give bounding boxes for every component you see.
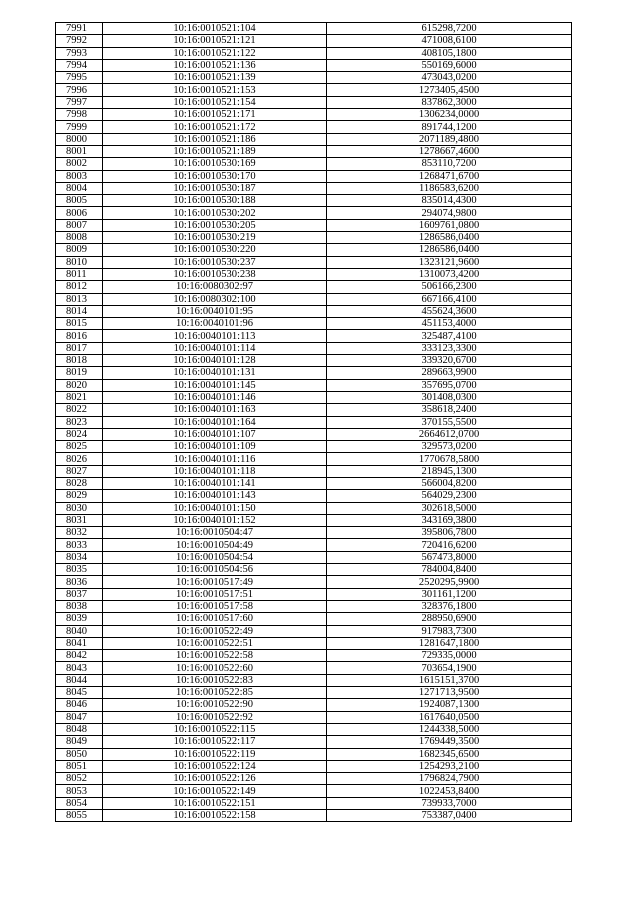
- cadastral-number-cell: 10:16:0010522:126: [103, 773, 327, 785]
- cadastral-value-cell: 567473,8000: [327, 551, 572, 563]
- cadastral-value-cell: 370155,5500: [327, 416, 572, 428]
- cadastral-value-cell: 1286586,0400: [327, 232, 572, 244]
- cadastral-value-cell: 566004,8200: [327, 477, 572, 489]
- cadastral-number-cell: 10:16:0040101:128: [103, 355, 327, 367]
- table-row: [56, 342, 572, 354]
- row-number-cell: 8049: [56, 736, 103, 748]
- table-row: [56, 404, 572, 416]
- cadastral-number-cell: 10:16:0010504:47: [103, 527, 327, 539]
- cadastral-value-cell: 301408,0300: [327, 391, 572, 403]
- cadastral-number-cell: 10:16:0010517:60: [103, 613, 327, 625]
- cadastral-value-cell: 1281647,1800: [327, 637, 572, 649]
- cadastral-number-cell: 10:16:0010530:237: [103, 256, 327, 268]
- table-row: [56, 527, 572, 539]
- table-row: [56, 379, 572, 391]
- row-number-cell: 8050: [56, 748, 103, 760]
- row-number-cell: 8003: [56, 170, 103, 182]
- cadastral-number-cell: 10:16:0010521:139: [103, 72, 327, 84]
- cadastral-number-cell: 10:16:0040101:163: [103, 404, 327, 416]
- row-number-cell: 8044: [56, 674, 103, 686]
- row-number-cell: 8009: [56, 244, 103, 256]
- cadastral-value-cell: 1617640,0500: [327, 711, 572, 723]
- cadastral-value-cell: 615298,7200: [327, 23, 572, 35]
- cadastral-value-cell: 891744,1200: [327, 121, 572, 133]
- row-number-cell: 8015: [56, 318, 103, 330]
- table-row: [56, 182, 572, 194]
- table-row: [56, 293, 572, 305]
- row-number-cell: 8010: [56, 256, 103, 268]
- row-number-cell: 7999: [56, 121, 103, 133]
- row-number-cell: 8041: [56, 637, 103, 649]
- cadastral-value-cell: 329573,0200: [327, 441, 572, 453]
- cadastral-value-cell: 1278667,4600: [327, 145, 572, 157]
- cadastral-number-cell: 10:16:0010522:58: [103, 650, 327, 662]
- table-row: [56, 72, 572, 84]
- cadastral-number-cell: 10:16:0010504:49: [103, 539, 327, 551]
- row-number-cell: 8023: [56, 416, 103, 428]
- cadastral-number-cell: 10:16:0010522:49: [103, 625, 327, 637]
- table-row: [56, 748, 572, 760]
- row-number-cell: 8001: [56, 145, 103, 157]
- table-row: [56, 84, 572, 96]
- cadastral-value-cell: 2664612,0700: [327, 428, 572, 440]
- cadastral-number-cell: 10:16:0040101:131: [103, 367, 327, 379]
- table-row: [56, 23, 572, 35]
- cadastral-number-cell: 10:16:0080302:100: [103, 293, 327, 305]
- cadastral-number-cell: 10:16:0010530:238: [103, 268, 327, 280]
- cadastral-number-cell: 10:16:0040101:141: [103, 477, 327, 489]
- cadastral-number-cell: 10:16:0010522:117: [103, 736, 327, 748]
- cadastral-number-cell: 10:16:0010522:90: [103, 699, 327, 711]
- row-number-cell: 8030: [56, 502, 103, 514]
- cadastral-number-cell: 10:16:0010521:136: [103, 59, 327, 71]
- row-number-cell: 8013: [56, 293, 103, 305]
- table-row: [56, 674, 572, 686]
- row-number-cell: 8034: [56, 551, 103, 563]
- cadastral-number-cell: 10:16:0010522:151: [103, 797, 327, 809]
- cadastral-number-cell: 10:16:0010521:189: [103, 145, 327, 157]
- table-row: [56, 256, 572, 268]
- cadastral-value-cell: 1770678,5800: [327, 453, 572, 465]
- cadastral-value-cell: 301161,1200: [327, 588, 572, 600]
- row-number-cell: 8020: [56, 379, 103, 391]
- cadastral-value-cell: 343169,3800: [327, 514, 572, 526]
- cadastral-number-cell: 10:16:0010530:170: [103, 170, 327, 182]
- row-number-cell: 7998: [56, 109, 103, 121]
- row-number-cell: 8036: [56, 576, 103, 588]
- table-row: [56, 613, 572, 625]
- cadastral-number-cell: 10:16:0040101:146: [103, 391, 327, 403]
- table-row: [56, 465, 572, 477]
- cadastral-number-cell: 10:16:0010522:83: [103, 674, 327, 686]
- table-row: [56, 625, 572, 637]
- cadastral-number-cell: 10:16:0010517:51: [103, 588, 327, 600]
- cadastral-value-cell: 667166,4100: [327, 293, 572, 305]
- cadastral-value-cell: 339320,6700: [327, 355, 572, 367]
- cadastral-value-cell: 451153,4000: [327, 318, 572, 330]
- cadastral-value-cell: 1769449,3500: [327, 736, 572, 748]
- cadastral-number-cell: 10:16:0010530:220: [103, 244, 327, 256]
- table-row: [56, 773, 572, 785]
- cadastral-value-cell: 288950,6900: [327, 613, 572, 625]
- table-row: [56, 145, 572, 157]
- table-row: [56, 723, 572, 735]
- cadastral-number-cell: 10:16:0040101:152: [103, 514, 327, 526]
- row-number-cell: 8007: [56, 219, 103, 231]
- table-row: [56, 760, 572, 772]
- cadastral-value-cell: 294074,9800: [327, 207, 572, 219]
- cadastral-number-cell: 10:16:0010522:60: [103, 662, 327, 674]
- cadastral-number-cell: 10:16:0040101:143: [103, 490, 327, 502]
- row-number-cell: 8031: [56, 514, 103, 526]
- cadastral-value-cell: 1273405,4500: [327, 84, 572, 96]
- cadastral-number-cell: 10:16:0010521:172: [103, 121, 327, 133]
- table-row: [56, 355, 572, 367]
- cadastral-value-cell: 2071189,4800: [327, 133, 572, 145]
- row-number-cell: 8005: [56, 195, 103, 207]
- cadastral-value-cell: 853110,7200: [327, 158, 572, 170]
- table-row: [56, 428, 572, 440]
- row-number-cell: 8011: [56, 268, 103, 280]
- row-number-cell: 7997: [56, 96, 103, 108]
- row-number-cell: 7993: [56, 47, 103, 59]
- table-row: [56, 539, 572, 551]
- cadastral-value-cell: 395806,7800: [327, 527, 572, 539]
- row-number-cell: 8028: [56, 477, 103, 489]
- table-row: [56, 133, 572, 145]
- table-row: [56, 588, 572, 600]
- row-number-cell: 8051: [56, 760, 103, 772]
- table-row: [56, 109, 572, 121]
- cadastral-value-cell: 1306234,0000: [327, 109, 572, 121]
- cadastral-number-cell: 10:16:0040101:145: [103, 379, 327, 391]
- cadastral-number-cell: 10:16:0010517:49: [103, 576, 327, 588]
- cadastral-value-cell: 784004,8400: [327, 564, 572, 576]
- cadastral-number-cell: 10:16:0010521:153: [103, 84, 327, 96]
- cadastral-value-cell: 357695,0700: [327, 379, 572, 391]
- row-number-cell: 8029: [56, 490, 103, 502]
- table-row: [56, 551, 572, 563]
- row-number-cell: 8047: [56, 711, 103, 723]
- table-row: [56, 121, 572, 133]
- row-number-cell: 8040: [56, 625, 103, 637]
- cadastral-number-cell: 10:16:0010530:205: [103, 219, 327, 231]
- table-row: [56, 441, 572, 453]
- row-number-cell: 8038: [56, 600, 103, 612]
- table-row: [56, 170, 572, 182]
- row-number-cell: 8035: [56, 564, 103, 576]
- row-number-cell: 8043: [56, 662, 103, 674]
- cadastral-number-cell: 10:16:0040101:150: [103, 502, 327, 514]
- row-number-cell: 8004: [56, 182, 103, 194]
- table-row: [56, 650, 572, 662]
- cadastral-value-cell: 1271713,9500: [327, 687, 572, 699]
- cadastral-value-cell: 564029,2300: [327, 490, 572, 502]
- row-number-cell: 8053: [56, 785, 103, 797]
- cadastral-number-cell: 10:16:0040101:116: [103, 453, 327, 465]
- row-number-cell: 8016: [56, 330, 103, 342]
- cadastral-number-cell: 10:16:0040101:164: [103, 416, 327, 428]
- table-row: [56, 502, 572, 514]
- row-number-cell: 8021: [56, 391, 103, 403]
- row-number-cell: 8017: [56, 342, 103, 354]
- row-number-cell: 8022: [56, 404, 103, 416]
- table-body: [56, 23, 572, 822]
- cadastral-number-cell: 10:16:0040101:109: [103, 441, 327, 453]
- cadastral-value-cell: 302618,5000: [327, 502, 572, 514]
- table-row: [56, 637, 572, 649]
- cadastral-value-cell: 218945,1300: [327, 465, 572, 477]
- row-number-cell: 8039: [56, 613, 103, 625]
- row-number-cell: 8046: [56, 699, 103, 711]
- table-row: [56, 158, 572, 170]
- row-number-cell: 8008: [56, 232, 103, 244]
- row-number-cell: 8052: [56, 773, 103, 785]
- cadastral-number-cell: 10:16:0010522:124: [103, 760, 327, 772]
- row-number-cell: 8012: [56, 281, 103, 293]
- table-row: [56, 477, 572, 489]
- cadastral-number-cell: 10:16:0010530:188: [103, 195, 327, 207]
- cadastral-value-cell: 328376,1800: [327, 600, 572, 612]
- cadastral-value-cell: 550169,6000: [327, 59, 572, 71]
- table-row: [56, 576, 572, 588]
- cadastral-value-cell: 358618,2400: [327, 404, 572, 416]
- cadastral-number-cell: 10:16:0010530:219: [103, 232, 327, 244]
- cadastral-number-cell: 10:16:0010522:119: [103, 748, 327, 760]
- row-number-cell: 7992: [56, 35, 103, 47]
- table-row: [56, 59, 572, 71]
- cadastral-value-cell: 333123,3300: [327, 342, 572, 354]
- table-row: [56, 281, 572, 293]
- cadastral-number-cell: 10:16:0010522:92: [103, 711, 327, 723]
- cadastral-value-cell: 1609761,0800: [327, 219, 572, 231]
- cadastral-value-cell: 720416,6200: [327, 539, 572, 551]
- cadastral-value-cell: 1254293,2100: [327, 760, 572, 772]
- cadastral-value-cell: 1268471,6700: [327, 170, 572, 182]
- table-row: [56, 490, 572, 502]
- cadastral-value-cell: 1924087,1300: [327, 699, 572, 711]
- row-number-cell: 7994: [56, 59, 103, 71]
- row-number-cell: 8000: [56, 133, 103, 145]
- table-row: [56, 47, 572, 59]
- cadastral-value-cell: 837862,3000: [327, 96, 572, 108]
- table-row: [56, 453, 572, 465]
- cadastral-value-cell: 471008,6100: [327, 35, 572, 47]
- cadastral-value-cell: 408105,1800: [327, 47, 572, 59]
- row-number-cell: 8006: [56, 207, 103, 219]
- row-number-cell: 8048: [56, 723, 103, 735]
- row-number-cell: 8055: [56, 810, 103, 822]
- cadastral-number-cell: 10:16:0040101:113: [103, 330, 327, 342]
- table-row: [56, 268, 572, 280]
- cadastral-number-cell: 10:16:0010504:56: [103, 564, 327, 576]
- table-row: [56, 662, 572, 674]
- cadastral-number-cell: 10:16:0010521:154: [103, 96, 327, 108]
- row-number-cell: 8027: [56, 465, 103, 477]
- row-number-cell: 8019: [56, 367, 103, 379]
- row-number-cell: 8014: [56, 305, 103, 317]
- cadastral-value-cell: 1286586,0400: [327, 244, 572, 256]
- cadastral-value-cell: 1022453,8400: [327, 785, 572, 797]
- row-number-cell: 8033: [56, 539, 103, 551]
- cadastral-number-cell: 10:16:0010521:122: [103, 47, 327, 59]
- table-row: [56, 785, 572, 797]
- row-number-cell: 8054: [56, 797, 103, 809]
- cadastral-number-cell: 10:16:0040101:118: [103, 465, 327, 477]
- table-row: [56, 514, 572, 526]
- row-number-cell: 7995: [56, 72, 103, 84]
- row-number-cell: 8002: [56, 158, 103, 170]
- cadastral-number-cell: 10:16:0010521:121: [103, 35, 327, 47]
- cadastral-number-cell: 10:16:0010517:58: [103, 600, 327, 612]
- cadastral-number-cell: 10:16:0010530:169: [103, 158, 327, 170]
- cadastral-number-cell: 10:16:0010504:54: [103, 551, 327, 563]
- cadastral-number-cell: 10:16:0010530:187: [103, 182, 327, 194]
- table-row: [56, 564, 572, 576]
- cadastral-number-cell: 10:16:0010521:104: [103, 23, 327, 35]
- cadastral-value-cell: 2520295,9900: [327, 576, 572, 588]
- table-row: [56, 391, 572, 403]
- cadastral-number-cell: 10:16:0010530:202: [103, 207, 327, 219]
- cadastral-value-table: [55, 22, 572, 822]
- cadastral-value-cell: 917983,7300: [327, 625, 572, 637]
- table-row: [56, 416, 572, 428]
- row-number-cell: 7991: [56, 23, 103, 35]
- table-row: [56, 219, 572, 231]
- cadastral-number-cell: 10:16:0010521:171: [103, 109, 327, 121]
- table-row: [56, 244, 572, 256]
- cadastral-value-cell: 1244338,5000: [327, 723, 572, 735]
- row-number-cell: 8037: [56, 588, 103, 600]
- cadastral-value-cell: 753387,0400: [327, 810, 572, 822]
- cadastral-number-cell: 10:16:0010521:186: [103, 133, 327, 145]
- table-row: [56, 687, 572, 699]
- table-row: [56, 195, 572, 207]
- row-number-cell: 8042: [56, 650, 103, 662]
- table-row: [56, 35, 572, 47]
- cadastral-value-cell: 1796824,7900: [327, 773, 572, 785]
- row-number-cell: 8032: [56, 527, 103, 539]
- table-row: [56, 736, 572, 748]
- cadastral-value-cell: 289663,9900: [327, 367, 572, 379]
- table-row: [56, 318, 572, 330]
- cadastral-value-cell: 455624,3600: [327, 305, 572, 317]
- cadastral-number-cell: 10:16:0040101:107: [103, 428, 327, 440]
- cadastral-value-cell: 729335,0000: [327, 650, 572, 662]
- row-number-cell: 8045: [56, 687, 103, 699]
- cadastral-number-cell: 10:16:0010522:115: [103, 723, 327, 735]
- cadastral-number-cell: 10:16:0010522:149: [103, 785, 327, 797]
- cadastral-number-cell: 10:16:0040101:96: [103, 318, 327, 330]
- cadastral-number-cell: 10:16:0010522:51: [103, 637, 327, 649]
- cadastral-value-cell: 506166,2300: [327, 281, 572, 293]
- row-number-cell: 8025: [56, 441, 103, 453]
- table-row: [56, 96, 572, 108]
- table-row: [56, 305, 572, 317]
- table-row: [56, 810, 572, 822]
- row-number-cell: 7996: [56, 84, 103, 96]
- row-number-cell: 8024: [56, 428, 103, 440]
- cadastral-value-cell: 739933,7000: [327, 797, 572, 809]
- table-row: [56, 600, 572, 612]
- cadastral-value-cell: 473043,0200: [327, 72, 572, 84]
- cadastral-number-cell: 10:16:0040101:95: [103, 305, 327, 317]
- table-row: [56, 207, 572, 219]
- cadastral-value-cell: 703654,1900: [327, 662, 572, 674]
- table-row: [56, 367, 572, 379]
- table-row: [56, 797, 572, 809]
- cadastral-value-cell: 325487,4100: [327, 330, 572, 342]
- table-row: [56, 330, 572, 342]
- cadastral-number-cell: 10:16:0080302:97: [103, 281, 327, 293]
- cadastral-value-cell: 1310073,4200: [327, 268, 572, 280]
- cadastral-value-cell: 835014,4300: [327, 195, 572, 207]
- table-row: [56, 711, 572, 723]
- cadastral-number-cell: 10:16:0040101:114: [103, 342, 327, 354]
- cadastral-value-cell: 1186583,6200: [327, 182, 572, 194]
- row-number-cell: 8018: [56, 355, 103, 367]
- cadastral-number-cell: 10:16:0010522:158: [103, 810, 327, 822]
- cadastral-value-cell: 1615151,3700: [327, 674, 572, 686]
- cadastral-value-cell: 1323121,9600: [327, 256, 572, 268]
- table-row: [56, 699, 572, 711]
- row-number-cell: 8026: [56, 453, 103, 465]
- cadastral-number-cell: 10:16:0010522:85: [103, 687, 327, 699]
- cadastral-value-cell: 1682345,6500: [327, 748, 572, 760]
- table-row: [56, 232, 572, 244]
